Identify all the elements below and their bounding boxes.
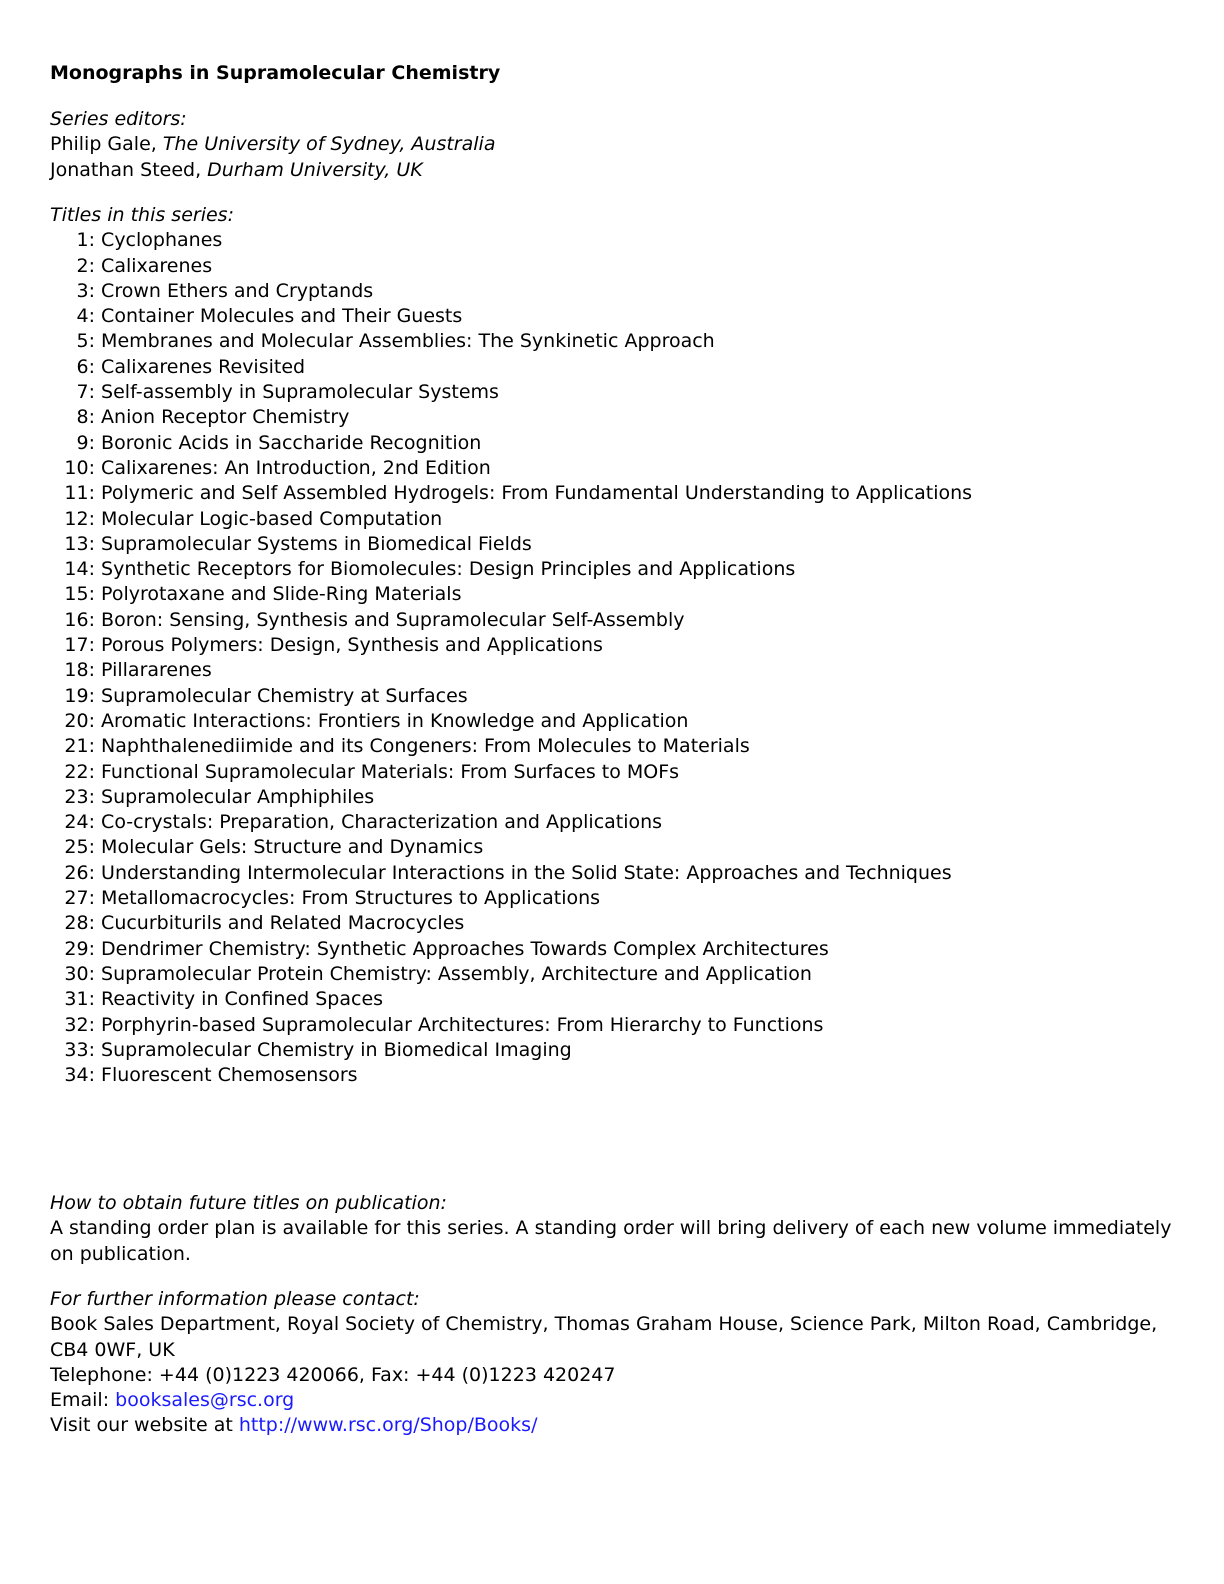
title-list-item xyxy=(50,304,972,329)
series-editors-block xyxy=(50,107,495,183)
title-list-item xyxy=(50,582,972,607)
contact-address: Book Sales Department, Royal Society of Chemistry, Thomas Graham House, Science Park, Milton Road, Cambridge, CB4 0WF, UK xyxy=(50,1313,1158,1361)
title-text: Calixarenes Revisited xyxy=(101,355,306,378)
contact-phone-fax: Telephone: +44 (0)1223 420066, Fax: +44 (0)1223 420247 xyxy=(50,1363,616,1386)
title-text: Polymeric and Self Assembled Hydrogels: From Fundamental Understanding to Applications xyxy=(101,482,973,505)
title-text: Fluorescent Chemosensors xyxy=(101,1064,358,1087)
title-text: Synthetic Receptors for Biomolecules: Design Principles and Applications xyxy=(101,558,796,581)
title-list-item xyxy=(50,937,972,962)
title-text: Supramolecular Amphiphiles xyxy=(101,785,375,808)
title-text: Co-crystals: Preparation, Characterization and Applications xyxy=(101,811,663,834)
title-text: Understanding Intermolecular Interactions in the Solid State: Approaches and Techniques xyxy=(101,861,952,884)
title-list-item xyxy=(50,911,972,936)
title-number: 7: xyxy=(76,381,95,404)
title-text: Molecular Gels: Structure and Dynamics xyxy=(101,836,484,859)
title-text: Supramolecular Chemistry in Biomedical Imaging xyxy=(101,1038,572,1061)
title-number: 19: xyxy=(64,684,95,707)
title-number: 15: xyxy=(64,583,95,606)
title-text: Anion Receptor Chemistry xyxy=(101,406,350,429)
title-list-item xyxy=(50,557,972,582)
title-number: 20: xyxy=(64,709,95,732)
title-text: Calixarenes xyxy=(101,254,213,277)
title-text: Polyrotaxane and Slide-Ring Materials xyxy=(101,583,462,606)
title-number: 16: xyxy=(64,608,95,631)
future-titles-heading: How to obtain future titles on publication: xyxy=(50,1192,447,1214)
title-number: 22: xyxy=(64,760,95,783)
standing-order-text: A standing order plan is available for this series. A standing order will bring delivery of each new volume immediately on publication. xyxy=(50,1217,1172,1265)
title-text: Calixarenes: An Introduction, 2nd Edition xyxy=(101,456,491,479)
titles-heading: Titles in this series: xyxy=(50,204,234,226)
title-list-item xyxy=(50,987,972,1012)
title-list-item xyxy=(50,481,972,506)
series-title: Monographs in Supramolecular Chemistry xyxy=(50,62,501,84)
title-number: 21: xyxy=(64,735,95,758)
title-list-item xyxy=(50,405,972,430)
title-text: Membranes and Molecular Assemblies: The Synkinetic Approach xyxy=(101,330,715,353)
title-number: 4: xyxy=(76,305,95,328)
title-number: 28: xyxy=(64,912,95,935)
title-number: 5: xyxy=(76,330,95,353)
title-text: Cyclophanes xyxy=(101,229,223,252)
title-number: 33: xyxy=(64,1038,95,1061)
title-list-item xyxy=(50,886,972,911)
future-titles-block xyxy=(50,1191,1180,1267)
title-number: 2: xyxy=(76,254,95,277)
title-number: 27: xyxy=(64,887,95,910)
title-list-item xyxy=(50,507,972,532)
title-text: Functional Supramolecular Materials: From Surfaces to MOFs xyxy=(101,760,680,783)
title-list-item xyxy=(50,329,972,354)
title-number: 29: xyxy=(64,937,95,960)
title-list-item xyxy=(50,684,972,709)
title-text: Pillararenes xyxy=(101,659,212,682)
title-text: Boronic Acids in Saccharide Recognition xyxy=(101,431,482,454)
editor-entry xyxy=(50,158,495,183)
title-number: 25: xyxy=(64,836,95,859)
title-number: 8: xyxy=(76,406,95,429)
title-list-item xyxy=(50,279,972,304)
title-number: 34: xyxy=(64,1064,95,1087)
title-text: Reactivity in Confined Spaces xyxy=(101,988,384,1011)
contact-website-line xyxy=(50,1413,1180,1438)
series-editors-heading: Series editors: xyxy=(50,108,187,130)
title-number: 32: xyxy=(64,1013,95,1036)
title-number: 9: xyxy=(76,431,95,454)
title-text: Supramolecular Protein Chemistry: Assembly, Architecture and Application xyxy=(101,962,812,985)
title-number: 31: xyxy=(64,988,95,1011)
editor-entry xyxy=(50,132,495,157)
document-page xyxy=(50,0,1180,1584)
title-list-item xyxy=(50,608,972,633)
title-list-item xyxy=(50,254,972,279)
title-list-item xyxy=(50,532,972,557)
editor-name: Philip Gale, xyxy=(50,133,163,156)
title-number: 3: xyxy=(76,279,95,302)
title-number: 24: xyxy=(64,811,95,834)
title-text: Supramolecular Chemistry at Surfaces xyxy=(101,684,468,707)
series-titles-block xyxy=(50,203,972,1088)
title-number: 26: xyxy=(64,861,95,884)
title-number: 23: xyxy=(64,785,95,808)
title-list-item xyxy=(50,709,972,734)
title-list-item xyxy=(50,228,972,253)
editor-affiliation: The University of Sydney, Australia xyxy=(162,133,496,156)
title-list-item xyxy=(50,1063,972,1088)
editor-name: Jonathan Steed, xyxy=(50,158,208,181)
title-text: Dendrimer Chemistry: Synthetic Approaches Towards Complex Architectures xyxy=(101,937,829,960)
title-text: Boron: Sensing, Synthesis and Supramolecular Self-Assembly xyxy=(101,608,685,631)
contact-block xyxy=(50,1287,1180,1439)
title-number: 1: xyxy=(76,229,95,252)
title-list-item xyxy=(50,1038,972,1063)
title-list-item xyxy=(50,962,972,987)
title-list-item xyxy=(50,355,972,380)
title-list-item xyxy=(50,861,972,886)
title-text: Self-assembly in Supramolecular Systems xyxy=(101,381,499,404)
editor-affiliation: Durham University, UK xyxy=(207,158,423,181)
title-list-item xyxy=(50,456,972,481)
title-list-item xyxy=(50,658,972,683)
title-number: 11: xyxy=(64,482,95,505)
title-text: Cucurbiturils and Related Macrocycles xyxy=(101,912,465,935)
title-list-item xyxy=(50,380,972,405)
title-number: 14: xyxy=(64,558,95,581)
title-list-item xyxy=(50,810,972,835)
title-list-item xyxy=(50,431,972,456)
title-text: Porphyrin-based Supramolecular Architectures: From Hierarchy to Functions xyxy=(101,1013,824,1036)
title-text: Aromatic Interactions: Frontiers in Knowledge and Application xyxy=(101,709,689,732)
website-link[interactable]: http://www.rsc.org/Shop/Books/ xyxy=(238,1414,538,1437)
title-list-item xyxy=(50,633,972,658)
title-text: Porous Polymers: Design, Synthesis and Applications xyxy=(101,634,603,657)
title-text: Naphthalenediimide and its Congeners: From Molecules to Materials xyxy=(101,735,750,758)
title-number: 13: xyxy=(64,532,95,555)
email-link[interactable]: booksales@rsc.org xyxy=(115,1389,295,1412)
title-text: Supramolecular Systems in Biomedical Fields xyxy=(101,532,532,555)
title-list-item xyxy=(50,760,972,785)
website-label: Visit our website at xyxy=(50,1414,239,1437)
contact-heading: For further information please contact: xyxy=(50,1288,420,1310)
title-text: Container Molecules and Their Guests xyxy=(101,305,463,328)
title-number: 18: xyxy=(64,659,95,682)
title-text: Metallomacrocycles: From Structures to Applications xyxy=(101,887,601,910)
title-list-item xyxy=(50,785,972,810)
title-number: 12: xyxy=(64,507,95,530)
title-text: Molecular Logic-based Computation xyxy=(101,507,443,530)
contact-email-line xyxy=(50,1388,1180,1413)
title-list xyxy=(50,228,972,1088)
title-text: Crown Ethers and Cryptands xyxy=(101,279,374,302)
title-number: 6: xyxy=(76,355,95,378)
title-number: 30: xyxy=(64,962,95,985)
title-number: 10: xyxy=(64,456,95,479)
title-number: 17: xyxy=(64,634,95,657)
title-list-item xyxy=(50,835,972,860)
email-label: Email: xyxy=(50,1389,116,1412)
title-list-item xyxy=(50,734,972,759)
title-list-item xyxy=(50,1013,972,1038)
